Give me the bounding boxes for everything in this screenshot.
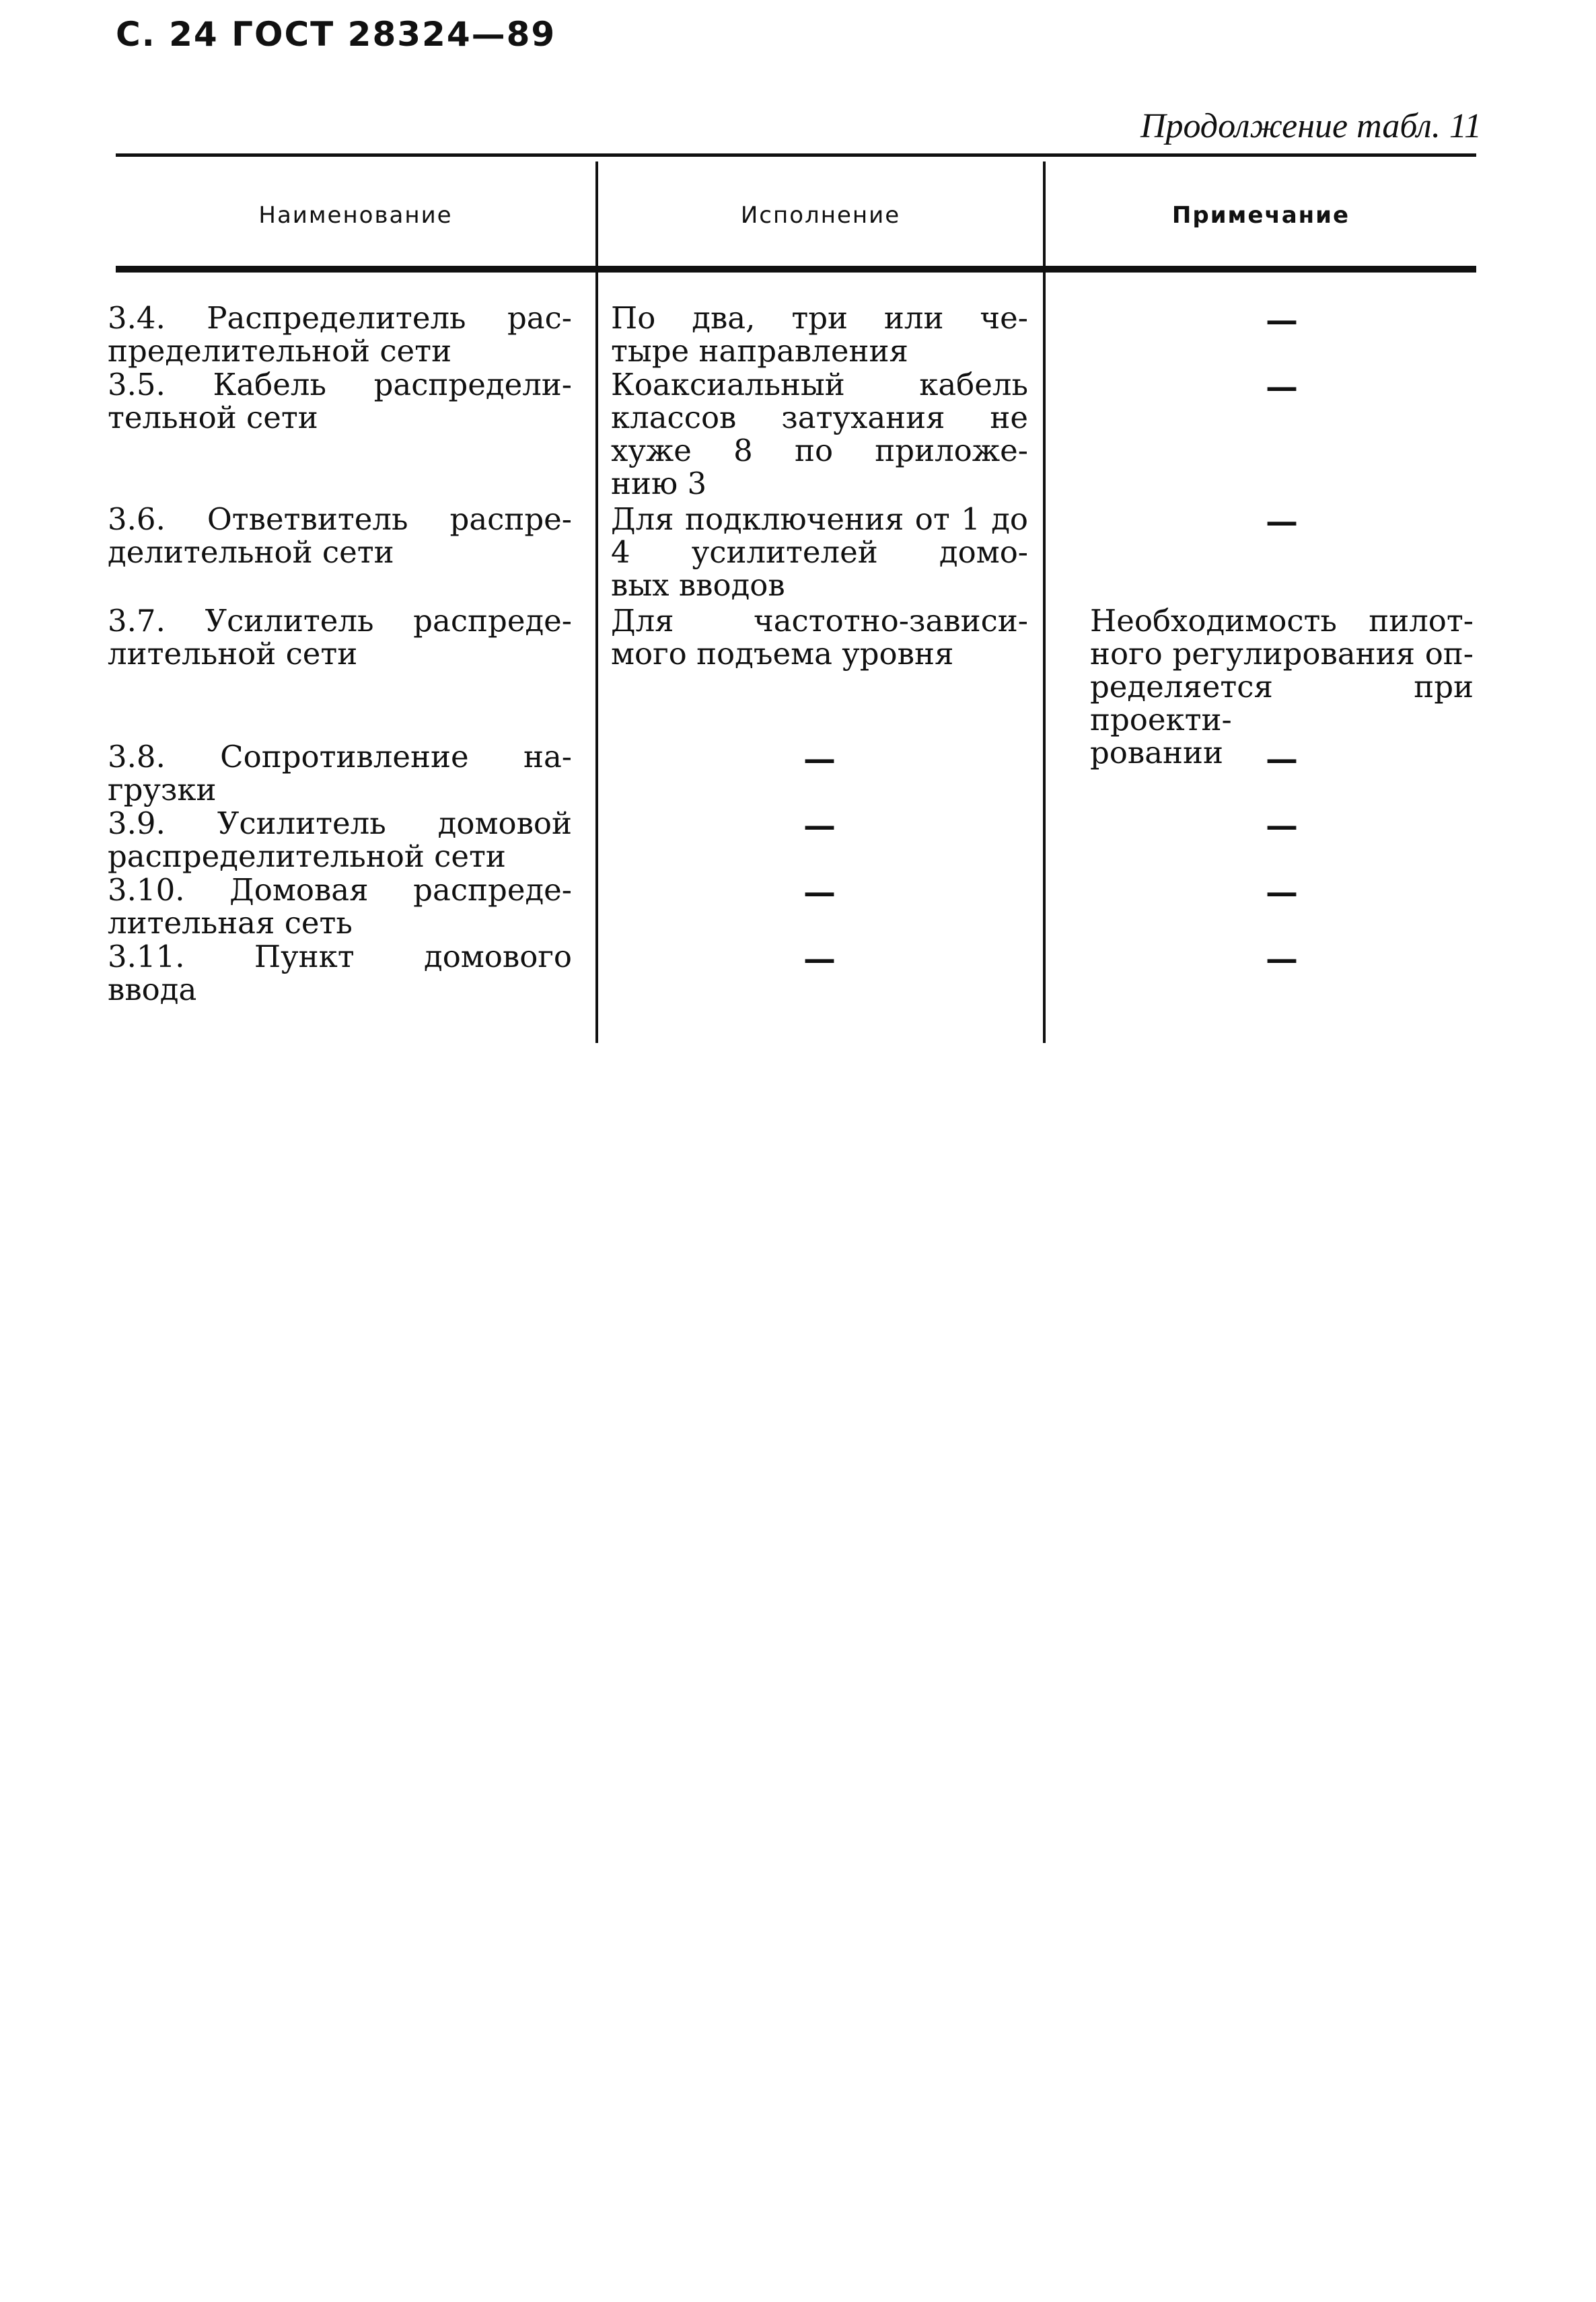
table-row-note: — <box>1266 301 1298 339</box>
table-row-name: 3.4. Распределитель рас- пределительной сети <box>108 300 572 369</box>
page-header: С. 24 ГОСТ 28324—89 <box>116 15 556 54</box>
table-row-name: 3.10. Домовая распреде- лительная сеть <box>108 872 572 941</box>
table-row-execution: — <box>803 807 836 844</box>
table-row-name: 3.9. Усилитель домовой распределительной сети <box>108 805 572 874</box>
column-header-name: Наименование <box>258 202 453 229</box>
table-row-execution: — <box>803 740 836 778</box>
table-row-note: — <box>1266 940 1298 978</box>
table-row-name: 3.5. Кабель распредели- тельной сети <box>108 367 572 435</box>
table-row-note: — <box>1266 368 1298 406</box>
table-header-rule <box>116 266 1476 273</box>
table-caption: Продолжение табл. 11 <box>1140 107 1482 145</box>
table-top-rule <box>116 153 1476 157</box>
table-row-execution: Для частотно-зависи- мого подъема уровня <box>611 603 1028 672</box>
table-row-note: — <box>1266 873 1298 911</box>
table-row-note: — <box>1266 740 1298 778</box>
column-divider-1 <box>595 161 598 1043</box>
column-header-execution: Исполнение <box>740 202 901 229</box>
table-row-execution: — <box>803 873 836 911</box>
table-row-execution: По два, три или че- тыре направления <box>611 300 1028 369</box>
table-row-execution: Для подключения от 1 до 4 усилителей домо- вых вводов <box>611 501 1029 603</box>
table-row-execution: Коаксиальный кабель классов затухания не хуже 8 по приложе- нию 3 <box>611 367 1028 501</box>
column-header-note: Примечание <box>1171 202 1350 229</box>
table-row-name: 3.8. Сопротивление на- грузки <box>108 739 572 807</box>
table-row-note: — <box>1266 503 1298 540</box>
table-row-name: 3.7. Усилитель распреде- лительной сети <box>108 603 572 672</box>
table-row-name: 3.11. Пункт домового ввода <box>108 939 572 1007</box>
table-row-note: Необходимость пилот- ного регулирования оп- ределяется при проекти- ровании <box>1090 603 1474 770</box>
column-divider-2 <box>1043 161 1046 1043</box>
table-row-name: 3.6. Ответвитель распре- делительной сети <box>108 501 572 570</box>
table-row-note: — <box>1266 807 1298 844</box>
table-row-execution: — <box>803 940 836 978</box>
